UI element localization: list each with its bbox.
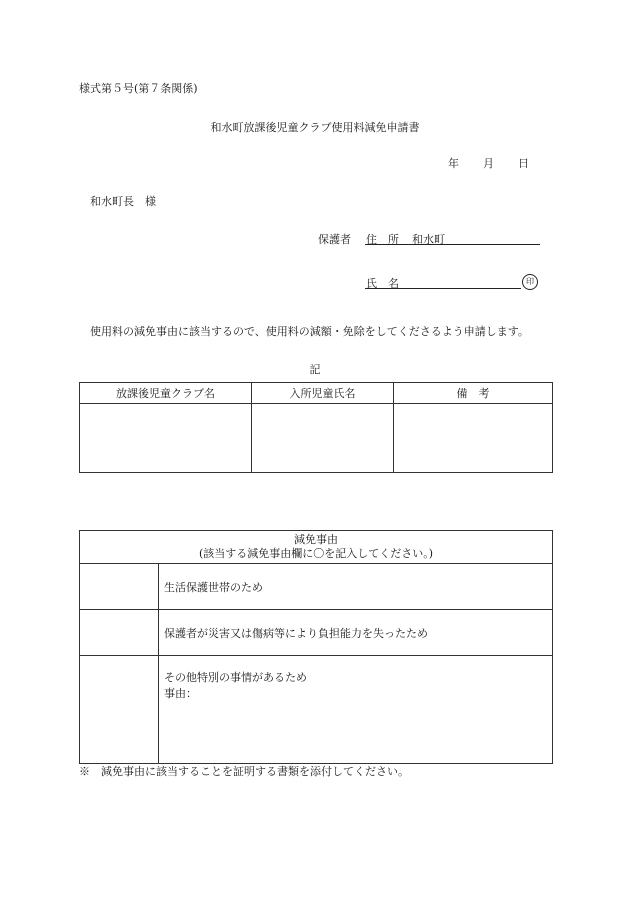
reason-header-cell: [80, 531, 553, 564]
reason-subheading: (該当する減免事由欄に〇を記入してください。): [198, 547, 434, 560]
form-number: 様式第５号(第７条関係): [79, 82, 198, 95]
name-label: 氏 名: [366, 277, 399, 290]
address-value: 和水町: [412, 233, 445, 246]
date-day-label: 日: [518, 157, 529, 170]
column-header-child-name: 入所児童氏名: [252, 383, 394, 404]
reason-text: 保護者が災害又は傷病等により負担能力を失ったため: [159, 610, 553, 656]
date-month-label: 月: [483, 157, 494, 170]
column-header-club-name: 放課後児童クラブ名: [80, 383, 252, 404]
reason-check-cell[interactable]: [80, 564, 159, 610]
address-label: 住 所: [366, 233, 399, 246]
remarks-cell[interactable]: [394, 404, 553, 473]
reason-detail-label: 事由：: [164, 687, 197, 700]
addressee: 和水町長 様: [90, 195, 156, 208]
document-title: 和水町放課後児童クラブ使用料減免申請書: [210, 121, 420, 134]
column-header-remarks: 備 考: [394, 383, 553, 404]
child-name-cell[interactable]: [252, 404, 394, 473]
reduction-reason-table: [79, 530, 553, 764]
reason-row: [80, 610, 553, 656]
guardian-label: 保護者: [318, 233, 351, 246]
club-name-cell[interactable]: [80, 404, 252, 473]
reason-heading: 減免事由: [294, 533, 338, 546]
reason-header-row: [80, 531, 553, 564]
seal-mark: 印: [522, 274, 538, 290]
reason-other-cell: [159, 656, 553, 764]
reason-text: その他特別の事情があるため: [164, 671, 307, 684]
name-underline: [365, 288, 521, 289]
reason-check-cell[interactable]: [80, 610, 159, 656]
club-table-header-row: [80, 383, 553, 404]
ki-heading: 記: [309, 363, 321, 376]
club-table-row: [80, 404, 553, 473]
reason-row: [80, 656, 553, 764]
address-underline: [365, 244, 540, 245]
club-table: [79, 382, 553, 473]
reason-text: 生活保護世帯のため: [159, 564, 553, 610]
attachment-note: ※ 減免事由に該当することを証明する書類を添付してください。: [79, 765, 409, 778]
reason-row: [80, 564, 553, 610]
reason-check-cell[interactable]: [80, 656, 159, 764]
request-statement: 使用料の減免事由に該当するので、使用料の減額・免除をしてくださるよう申請します。: [90, 325, 529, 338]
date-year-label: 年: [448, 157, 459, 170]
